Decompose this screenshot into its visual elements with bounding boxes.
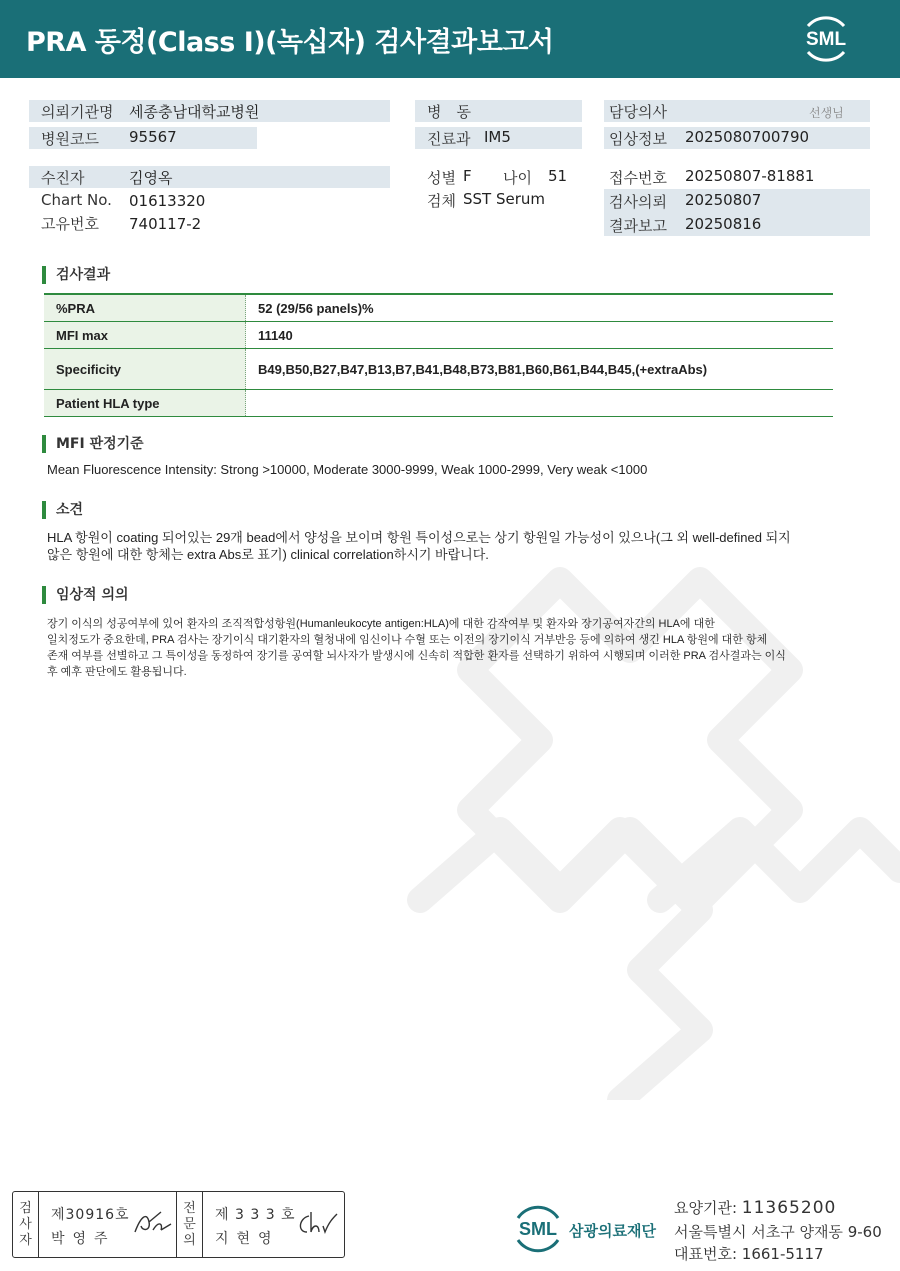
specialist-label: 전 문 의 — [177, 1192, 203, 1257]
specimen-label: 검체 — [427, 192, 456, 210]
result-value-mfi-max: 11140 — [258, 327, 293, 343]
doctor-label: 담당의사 — [609, 103, 667, 121]
result-key-hla-type: Patient HLA type — [44, 390, 246, 416]
unique-id-label: 고유번호 — [41, 215, 99, 233]
opinion-section-title: 소견 — [42, 501, 83, 519]
result-report-value: 20250816 — [685, 215, 762, 233]
results-table — [44, 293, 833, 417]
sex-value: F — [463, 167, 472, 185]
clinical-line-4: 후 예후 판단에도 활용됩니다. — [47, 666, 187, 678]
specimen-value: SST Serum — [463, 190, 546, 208]
footer-sml-logo-icon — [510, 1200, 566, 1256]
chart-label: Chart No. — [41, 191, 112, 209]
specialist-license-no: 제 3 3 3 호 — [215, 1207, 296, 1223]
specialist-cell — [203, 1192, 341, 1257]
receipt-no-value: 20250807-81881 — [685, 167, 815, 185]
footer-address: 서울특별시 서초구 양재동 9-60 — [674, 1223, 882, 1241]
examiner-cell — [39, 1192, 177, 1257]
svg-text:SML: SML — [805, 29, 847, 50]
footer-phone: 대표번호: 1661-5117 — [674, 1245, 824, 1263]
requester-value: 세종충남대학교병원 — [129, 103, 260, 121]
examiner-label: 검 사 자 — [13, 1192, 39, 1257]
mfi-section-title: MFI 판정기준 — [42, 435, 144, 453]
test-request-value: 20250807 — [685, 191, 762, 209]
footer-org-name: 삼광의료재단 — [569, 1222, 656, 1240]
clinical-line-2: 일치정도가 중요한데, PRA 검사는 장기이식 대기환자의 혈청내에 임신이나 수혈 또는 이전의 장기이식 거부반응 등에 의하여 생긴 HLA 항원에 대한 항체 — [47, 634, 768, 646]
report-title: PRA 동정(Class I)(녹십자) 검사결과보고서 — [26, 27, 554, 58]
clinical-line-1: 장기 이식의 성공여부에 있어 환자의 조직적합성항원(Humanleukocyte antigen:HLA)에 대한 감작여부 및 환자와 장기공여자간의 HLA에 대한 — [47, 618, 715, 630]
receipt-no-label: 접수번호 — [609, 169, 667, 187]
clinical-info-label: 임상정보 — [609, 130, 667, 148]
department-value: IM5 — [484, 128, 511, 146]
result-value-specificity: B49,B50,B27,B47,B13,B7,B41,B48,B73,B81,B60,B61,B44,B45,(+extraAbs) — [258, 361, 708, 377]
opinion-line-2: 않은 항원에 대한 항체는 extra Abs로 표기) clinical correlation하시기 바랍니다. — [47, 547, 489, 562]
age-label: 나이 — [503, 169, 532, 187]
hospital-code-label: 병원코드 — [41, 130, 99, 148]
specialist-signature — [295, 1208, 339, 1238]
table-row — [44, 390, 833, 417]
footer-institution: 요양기관: 11365200 — [674, 1198, 837, 1218]
table-row — [44, 349, 833, 390]
report-header — [0, 0, 900, 78]
result-report-label: 결과보고 — [609, 217, 667, 235]
clinical-info-value: 2025080700790 — [685, 128, 810, 146]
sex-label: 성별 — [427, 169, 456, 187]
result-key-specificity: Specificity — [44, 349, 246, 389]
ward-label: 병 동 — [427, 103, 471, 121]
signature-box — [12, 1191, 345, 1258]
unique-id-value: 740117-2 — [129, 215, 202, 233]
examiner-signature — [131, 1208, 173, 1238]
table-row — [44, 295, 833, 322]
footer-institution-no: 11365200 — [741, 1198, 837, 1218]
result-value-pra: 52 (29/56 panels)% — [258, 300, 374, 316]
test-request-label: 검사의뢰 — [609, 193, 667, 211]
mfi-criteria-text: Mean Fluorescence Intensity: Strong >10000, Moderate 3000-9999, Weak 1000-2999, Very weak <1000 — [47, 462, 648, 477]
footer-phone-no: 1661-5117 — [741, 1245, 824, 1263]
result-key-pra: %PRA — [44, 295, 246, 321]
doctor-suffix: 선생님 — [809, 106, 844, 120]
result-value-hla-type — [246, 390, 833, 416]
department-label: 진료과 — [427, 130, 471, 148]
svg-text:SML: SML — [519, 1219, 557, 1239]
patient-value: 김영옥 — [129, 169, 173, 187]
clinical-section-title: 임상적 의의 — [42, 586, 129, 604]
table-row — [44, 322, 833, 349]
examiner-license-no: 제30916호 — [51, 1207, 130, 1223]
result-key-mfi-max: MFI max — [44, 322, 246, 348]
sml-logo-icon — [800, 12, 852, 66]
examiner-name: 박영주 — [51, 1231, 116, 1247]
hospital-code-value: 95567 — [129, 128, 177, 146]
specialist-name: 지현영 — [215, 1231, 280, 1247]
opinion-line-1: HLA 항원이 coating 되어있는 29개 bead에서 양성을 보이며 항원 특이성으로는 상기 항원일 가능성이 있으나(그 외 well-defined 되지 — [47, 530, 791, 545]
clinical-line-3: 존재 여부를 선별하고 그 특이성을 동정하여 장기를 공여할 뇌사자가 발생시에 신속히 적합한 환자를 선택하기 위하여 시행되며 이러한 PRA 검사결과는 이식 — [47, 650, 786, 662]
chart-value: 01613320 — [129, 192, 206, 210]
age-value: 51 — [548, 167, 568, 185]
patient-label: 수진자 — [41, 169, 85, 187]
results-section-title: 검사결과 — [42, 266, 110, 284]
requester-label: 의뢰기관명 — [41, 103, 114, 121]
